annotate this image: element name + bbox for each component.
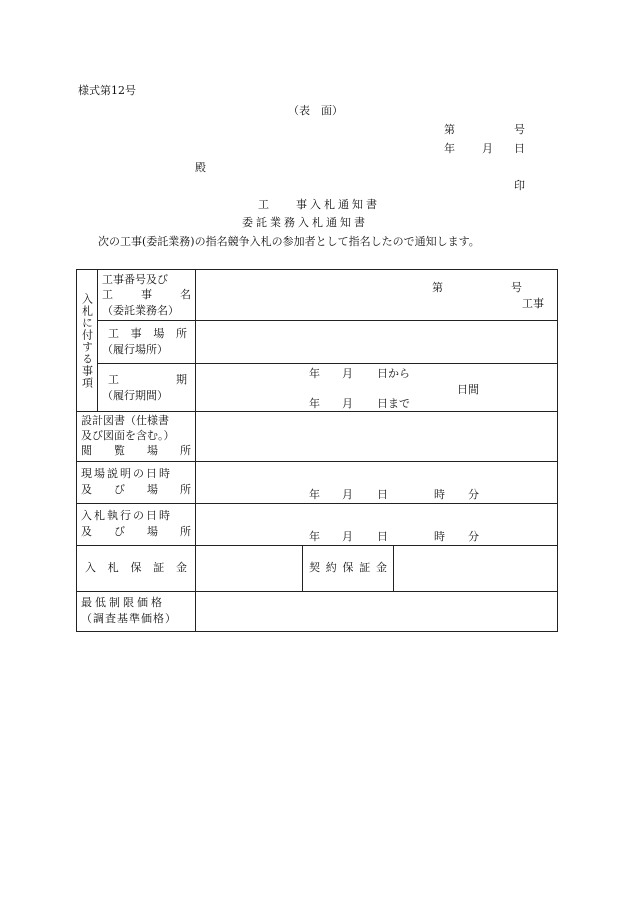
label-char: 契	[309, 561, 320, 575]
label-text: 工事番号及び	[102, 273, 168, 286]
number-prefix: 第	[432, 281, 443, 294]
label-line	[102, 326, 191, 342]
label-char: 場	[153, 327, 165, 341]
year-label: 年	[309, 529, 320, 543]
label-text: （委託業務名）	[102, 303, 179, 317]
row-project-name	[77, 270, 558, 321]
day-label: 日	[377, 529, 388, 543]
row-period	[77, 364, 558, 412]
value-design-docs[interactable]	[196, 412, 558, 462]
row-site-briefing	[77, 461, 558, 503]
label-bid-guarantee	[77, 545, 196, 591]
to-year: 年	[309, 397, 320, 411]
label-char: 証	[153, 561, 165, 575]
label-char: び	[114, 483, 125, 497]
day-label: 日	[377, 487, 388, 501]
title-line1-a: 工	[258, 198, 269, 211]
label-text: 現場説明の日時	[81, 467, 172, 481]
label-char: 閲	[81, 443, 92, 457]
label-char: 及	[81, 483, 92, 497]
value-bid-execution[interactable]	[196, 503, 558, 545]
row-design-docs	[77, 412, 558, 462]
intro-text: 次の工事(委託業務)の指名競争入札の参加者として指名したので通知します。	[98, 235, 480, 248]
minute-label: 分	[468, 529, 479, 543]
label-char: 証	[359, 561, 371, 575]
row-guarantee	[77, 545, 558, 591]
label-char: 及	[81, 525, 92, 539]
to-day: 日まで	[377, 397, 410, 411]
notice-table	[76, 269, 558, 632]
value-period[interactable]	[196, 364, 558, 412]
to-month: 月	[342, 397, 353, 411]
days-label: 日間	[457, 383, 479, 397]
section-label-cell	[77, 270, 98, 412]
date-year: 年	[444, 142, 455, 155]
label-text: 及び図面を含む。）	[81, 429, 175, 443]
addressee-suffix: 殿	[195, 161, 206, 174]
row-min-price	[77, 591, 558, 631]
from-day: 日から	[377, 367, 410, 381]
label-char: 期	[176, 372, 187, 386]
hour-label: 時	[434, 529, 445, 543]
label-char: 札	[107, 561, 119, 575]
label-site-briefing	[77, 461, 196, 503]
label-line	[102, 272, 191, 287]
date-month: 月	[482, 142, 493, 155]
label-char: 約	[325, 561, 337, 575]
label-period	[98, 364, 196, 412]
minute-label: 分	[468, 487, 479, 501]
value-site-briefing[interactable]	[196, 461, 558, 503]
label-char: 金	[176, 561, 187, 575]
label-text: 最低制限価格	[81, 596, 165, 610]
side-label: （表 面）	[288, 104, 343, 117]
month-label: 月	[342, 529, 353, 543]
label-text: 設計図書（仕様書	[81, 414, 169, 428]
hour-label: 時	[434, 487, 445, 501]
label-line	[81, 524, 191, 540]
row-bid-execution	[77, 503, 558, 545]
number-suffix: 号	[514, 123, 525, 136]
label-text: （履行場所）	[102, 343, 168, 357]
label-char: 工	[108, 327, 119, 341]
label-char: 保	[130, 561, 142, 575]
form-number: 様式第12号	[78, 84, 136, 97]
value-contract-guarantee[interactable]	[394, 545, 558, 591]
label-min-price	[77, 591, 196, 631]
construction-suffix: 工事	[522, 297, 544, 310]
row-location	[77, 321, 558, 364]
month-label: 月	[342, 487, 353, 501]
title-line1-b: 事入札通知書	[296, 198, 380, 211]
label-char: 事	[130, 327, 142, 341]
label-bid-execution	[77, 503, 196, 545]
year-label: 年	[309, 487, 320, 501]
label-line	[102, 287, 191, 302]
label-char: 所	[180, 483, 191, 497]
label-char: 覧	[114, 443, 125, 457]
label-char: 入	[85, 561, 96, 575]
label-char: び	[114, 525, 125, 539]
label-location	[98, 321, 196, 364]
from-month: 月	[342, 367, 353, 381]
label-line	[81, 482, 191, 498]
label-line	[102, 372, 191, 388]
label-char: 工	[108, 372, 119, 386]
label-contract-guarantee	[303, 545, 394, 591]
label-text: （調査基準価格）	[81, 612, 177, 626]
label-text: 入札執行の日時	[81, 509, 172, 523]
number-suffix: 号	[511, 281, 522, 294]
label-char: 場	[147, 525, 158, 539]
label-design-docs	[77, 412, 196, 462]
label-char: 場	[147, 443, 158, 457]
value-min-price[interactable]	[196, 591, 558, 631]
label-char: 場	[147, 483, 158, 497]
number-prefix: 第	[444, 123, 455, 136]
date-day: 日	[514, 142, 525, 155]
section-label: 入札に付する事項	[80, 292, 94, 389]
label-char: 事	[141, 288, 152, 302]
label-char: 金	[376, 561, 387, 575]
value-location[interactable]	[196, 321, 558, 364]
label-char: 工	[102, 288, 113, 302]
value-project-name[interactable]	[196, 270, 558, 321]
label-project-name	[98, 270, 196, 321]
value-bid-guarantee[interactable]	[196, 545, 303, 591]
label-char: 所	[180, 525, 191, 539]
seal-mark: 印	[514, 179, 525, 192]
label-char: 名	[180, 288, 191, 302]
label-char: 保	[342, 561, 354, 575]
label-char: 所	[175, 327, 187, 341]
label-line	[81, 444, 191, 459]
label-text: （履行期間）	[102, 388, 168, 402]
label-char: 所	[180, 443, 191, 457]
title-line2: 委託業務入札通知書	[242, 216, 368, 229]
from-year: 年	[309, 367, 320, 381]
